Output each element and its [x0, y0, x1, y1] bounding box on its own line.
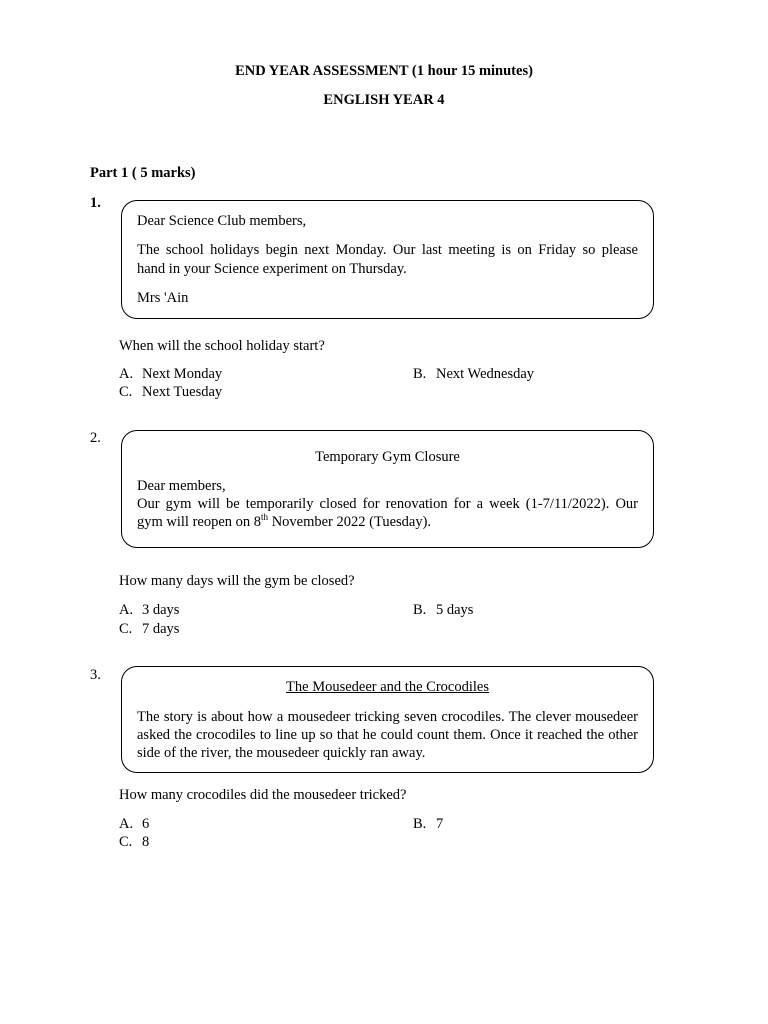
- passage-1-body-line-2: hand in your Science experiment on Thursday.: [137, 261, 407, 277]
- passage-3-body-line-3: side of the river, the mousedeer quickly ran away.: [137, 745, 426, 761]
- question-2-option-b[interactable]: [413, 601, 473, 619]
- question-3-text: How many crocodiles did the mousedeer tricked?: [119, 787, 407, 803]
- passage-2-body-line-2: [137, 513, 431, 531]
- option-text: 3 days: [142, 602, 180, 618]
- question-1-option-c[interactable]: [119, 383, 222, 401]
- option-text: 5 days: [436, 602, 474, 618]
- question-2-option-a[interactable]: [119, 601, 179, 619]
- passage-1-body-line-1: The school holidays begin next Monday. Our last meeting is on Friday so please: [137, 242, 638, 258]
- question-1-number: 1.: [90, 195, 101, 211]
- question-2-number: 2.: [90, 430, 101, 446]
- option-letter: B.: [413, 602, 427, 618]
- assessment-title: END YEAR ASSESSMENT (1 hour 15 minutes): [235, 63, 533, 79]
- passage-2-body-line-2-start: gym will reopen on 8: [137, 514, 262, 530]
- option-letter: C.: [119, 834, 133, 850]
- question-2-option-c[interactable]: [119, 620, 179, 638]
- option-letter: B.: [413, 366, 427, 382]
- option-letter: C.: [119, 621, 133, 637]
- passage-1-greeting: Dear Science Club members,: [137, 213, 307, 229]
- passage-3-heading: The Mousedeer and the Crocodiles: [286, 679, 489, 695]
- option-text: 8: [142, 834, 150, 850]
- option-letter: A.: [119, 816, 134, 832]
- passage-2-heading: Temporary Gym Closure: [315, 449, 460, 465]
- option-letter: C.: [119, 384, 133, 400]
- part-label: Part 1 ( 5 marks): [90, 165, 196, 181]
- question-2-text: How many days will the gym be closed?: [119, 573, 355, 589]
- passage-2-body-line-2-end: November 2022 (Tuesday).: [268, 514, 432, 530]
- option-text: 7: [436, 816, 444, 832]
- ordinal-superscript: th: [261, 512, 269, 523]
- passage-2-body-line-1: Our gym will be temporarily closed for renovation for a week (1-7/11/2022). Our: [137, 496, 638, 512]
- option-text: Next Tuesday: [142, 384, 223, 400]
- passage-1-signoff: Mrs 'Ain: [137, 290, 189, 306]
- question-1-text: When will the school holiday start?: [119, 338, 325, 354]
- option-text: 6: [142, 816, 150, 832]
- question-3-number: 3.: [90, 667, 101, 683]
- question-3-option-b[interactable]: [413, 815, 443, 833]
- question-1-option-b[interactable]: [413, 365, 534, 383]
- passage-3-body-line-2: asked the crocodiles to line up so that he could count them. Once it reached the other: [137, 727, 638, 743]
- subject-title: ENGLISH YEAR 4: [323, 92, 445, 108]
- passage-3-body-line-1: The story is about how a mousedeer tricking seven crocodiles. The clever mousedeer: [137, 709, 638, 725]
- question-3-option-a[interactable]: [119, 815, 149, 833]
- option-text: Next Wednesday: [436, 366, 535, 382]
- option-letter: A.: [119, 602, 134, 618]
- question-3-option-c[interactable]: [119, 833, 149, 851]
- option-text: Next Monday: [142, 366, 223, 382]
- option-letter: A.: [119, 366, 134, 382]
- passage-2-greeting: Dear members,: [137, 478, 226, 494]
- question-1-option-a[interactable]: [119, 365, 222, 383]
- option-text: 7 days: [142, 621, 180, 637]
- option-letter: B.: [413, 816, 427, 832]
